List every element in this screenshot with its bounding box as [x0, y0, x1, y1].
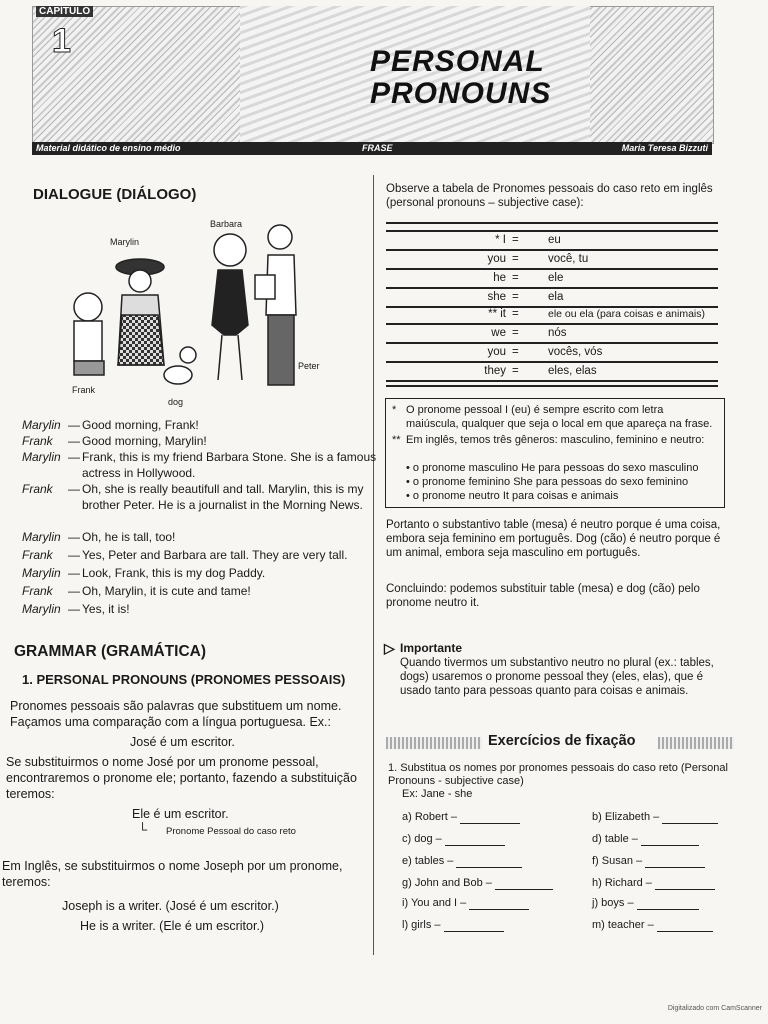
bullet-text: o pronome masculino He para pessoas do sexo masculino — [412, 462, 699, 474]
title-line-2: PRONOUNS — [370, 77, 552, 110]
exercise-instruction: 1. Substitua os nomes por pronomes pessoais do caso reto (Personal Pronouns - subjective case) — [388, 762, 728, 787]
grammar-paragraph-1: Pronomes pessoais são palavras que substituem um nome. Façamos uma comparação com a língua portuguesa. Ex.: — [10, 699, 342, 729]
speaker: Frank — [22, 584, 53, 598]
line-text: Good morning, Marylin! — [82, 434, 207, 448]
answer-blank[interactable] — [444, 921, 504, 932]
note-1: O pronome pessoal I (eu) é sempre escrito com letra maiúscula, qualquer que seja o local em que apareça na frase. — [406, 404, 713, 430]
grammar-subheading: 1. PERSONAL PRONOUNS (PRONOMES PESSOAIS) — [22, 672, 346, 687]
equals-sign: = — [512, 365, 519, 377]
exercise-label: f) Susan – — [592, 855, 643, 867]
table-rule — [386, 385, 718, 387]
line-text: Yes, Peter and Barbara are tall. They are very tall. — [82, 548, 348, 562]
exercise-label: c) dog – — [402, 833, 442, 845]
exercise-label: j) boys – — [592, 897, 634, 909]
label-marylin: Marylin — [110, 237, 140, 247]
conclusion-paragraph: Concluindo: podemos substituir table (mesa) e dog (cão) pelo pronome neutro it. — [386, 583, 700, 609]
strip-center-text: FRASE — [362, 143, 393, 153]
exercises-heading: Exercícios de fixação — [488, 733, 636, 749]
equals-sign: = — [512, 327, 519, 339]
chapter-number: 1 — [52, 22, 71, 60]
exercise-label: g) John and Bob – — [402, 877, 492, 889]
pronoun-en: we — [491, 327, 506, 339]
dialogue-illustration — [60, 215, 330, 415]
grammar-example-2-note: Pronome Pessoal do caso reto — [166, 826, 296, 837]
page-title — [370, 46, 551, 110]
pronoun-en: he — [493, 272, 506, 284]
grammar-heading: GRAMMAR (GRAMÁTICA) — [14, 643, 206, 660]
pronoun-en: you — [487, 253, 506, 265]
exercise-example: Ex: Jane - she — [402, 788, 473, 800]
double-asterisk-icon: ** — [392, 434, 401, 446]
arrow-icon: └ — [138, 822, 148, 837]
pronoun-pt: você, tu — [548, 253, 589, 265]
grammar-example-2: Ele é um escritor. — [132, 807, 229, 821]
pronoun-en: you — [487, 346, 506, 358]
answer-blank[interactable] — [641, 835, 699, 846]
table-row — [386, 250, 718, 268]
table-row — [386, 343, 718, 361]
strip-right-text: Maria Teresa Bizzuti — [621, 143, 708, 153]
answer-blank[interactable] — [495, 879, 553, 890]
exercise-item — [592, 810, 718, 824]
title-line-1: PERSONAL — [370, 45, 545, 78]
pronoun-pt: ele — [548, 272, 564, 284]
exercise-item — [592, 854, 705, 868]
grammar-example-1: José é um escritor. — [130, 735, 235, 749]
table-rule — [386, 222, 718, 224]
exercise-item — [592, 832, 699, 846]
exercise-item — [402, 810, 520, 824]
answer-blank[interactable] — [645, 857, 705, 868]
cartoon-characters-image — [60, 215, 330, 415]
exercise-label: m) teacher – — [592, 919, 654, 931]
answer-blank[interactable] — [655, 879, 715, 890]
pronoun-pt: ela — [548, 291, 564, 303]
pronoun-pt: eles, elas — [548, 365, 597, 377]
play-icon: ▷ — [384, 640, 395, 656]
important-text: Quando tivermos um substantivo neutro no plural (ex.: tables, dogs) usaremos o pronome pessoal they (eles, elas), que é usado tanto para pessoas quanto para coisas e animais. — [400, 657, 714, 697]
table-row — [386, 362, 718, 380]
pronoun-en: * I — [495, 234, 506, 246]
exercise-label: i) You and I – — [402, 897, 467, 909]
grammar-paragraph-2: Se substituirmos o nome José por um pronome pessoal, encontraremos o pronome ele; portanto, fazendo a substituição teremos: — [6, 755, 357, 801]
header-strip — [32, 142, 712, 155]
speaker: Frank — [22, 434, 53, 448]
table-row — [386, 269, 718, 287]
exercise-label: d) table – — [592, 833, 638, 845]
line-text: Oh, she is really beautifull and tall. Marylin, this is my brother Peter. He is a journalist in the Morning News. — [82, 482, 364, 512]
label-dog: dog — [168, 397, 184, 407]
pronoun-en: she — [487, 291, 506, 303]
answer-blank[interactable] — [657, 921, 713, 932]
equals-sign: = — [512, 234, 519, 246]
label-peter: Peter — [298, 361, 320, 371]
pronoun-pt: nós — [548, 327, 567, 339]
line-text: Oh, he is tall, too! — [82, 530, 176, 544]
bullet-text: o pronome neutro It para coisas e animais — [412, 490, 619, 502]
exercise-label: b) Elizabeth – — [592, 811, 660, 823]
exercise-label: e) tables – — [402, 855, 454, 867]
line-text: Good morning, Frank! — [82, 418, 199, 432]
pronoun-en: they — [484, 365, 506, 377]
grammar-example-3: Joseph is a writer. (José é um escritor.) — [62, 899, 279, 913]
exercise-item — [402, 918, 504, 932]
strip-left-text: Material didático de ensino médio — [36, 143, 181, 153]
pronoun-pt: vocês, vós — [548, 346, 603, 358]
bullet-text: o pronome feminino She para pessoas do sexo feminino — [412, 476, 689, 488]
speaker: Marylin — [22, 602, 61, 616]
equals-sign: = — [512, 272, 519, 284]
answer-blank[interactable] — [637, 899, 699, 910]
table-row — [386, 288, 718, 306]
exercise-item — [592, 896, 699, 910]
table-row — [386, 324, 718, 342]
speaker: Marylin — [22, 566, 61, 580]
exercise-decor-right — [658, 737, 734, 749]
dialogue-heading: DIALOGUE (DIÁLOGO) — [33, 186, 197, 203]
bullet-item: • o pronome neutro It para coisas e animais — [406, 490, 619, 502]
exercise-decor-left — [386, 737, 482, 749]
answer-blank[interactable] — [456, 857, 522, 868]
table-row — [386, 231, 718, 249]
line-text: Oh, Marylin, it is cute and tame! — [82, 584, 251, 598]
chapter-label: CAPÍTULO — [36, 6, 93, 17]
exercise-item — [402, 896, 529, 910]
exercise-label: a) Robert – — [402, 811, 458, 823]
note-bullets — [406, 461, 722, 503]
exercise-item — [592, 918, 713, 932]
equals-sign: = — [512, 291, 519, 303]
column-divider — [373, 175, 374, 955]
equals-sign: = — [512, 308, 519, 320]
exercise-label: l) girls – — [402, 919, 441, 931]
line-text: Look, Frank, this is my dog Paddy. — [82, 566, 266, 580]
equals-sign: = — [512, 346, 519, 358]
exercise-item — [402, 854, 522, 868]
pronoun-pt: ele ou ela (para coisas e animais) — [548, 308, 705, 320]
exercise-label: h) Richard – — [592, 877, 652, 889]
exercise-item — [402, 876, 553, 890]
equals-sign: = — [512, 253, 519, 265]
line-text: Yes, it is! — [82, 602, 130, 616]
label-barbara: Barbara — [210, 219, 243, 229]
grammar-paragraph-3: Em Inglês, se substituirmos o nome Joseph por um pronome, teremos: — [2, 859, 343, 889]
note-2: Em inglês, temos três gêneros: masculino, feminino e neutro: — [406, 434, 705, 446]
line-text: Frank, this is my friend Barbara Stone. She is a famous actress in Hollywood. — [82, 450, 377, 480]
bullet-item: • o pronome feminino She para pessoas do sexo feminino — [406, 476, 689, 488]
answer-blank[interactable] — [469, 899, 529, 910]
scanner-watermark: Digitalizado com CamScanner — [667, 1005, 762, 1012]
exercise-item — [402, 832, 505, 846]
speaker: Marylin — [22, 450, 61, 464]
exercise-item — [592, 876, 715, 890]
answer-blank[interactable] — [460, 813, 520, 824]
asterisk-icon: * — [392, 404, 397, 416]
answer-blank[interactable] — [445, 835, 505, 846]
table-paragraph: Portanto o substantivo table (mesa) é neutro porque é uma coisa, embora seja feminino em português. Dog (cão) é neutro porque é um animal, embora seja masculino em português. — [386, 519, 721, 559]
label-frank: Frank — [72, 385, 96, 395]
grammar-example-4: He is a writer. (Ele é um escritor.) — [80, 919, 265, 933]
bullet-item: • o pronome masculino He para pessoas do sexo masculino — [406, 462, 699, 474]
table-row — [386, 305, 718, 323]
pronoun-pt: eu — [548, 234, 561, 246]
notes-box — [385, 398, 725, 508]
table-intro: Observe a tabela de Pronomes pessoais do caso reto em inglês (personal pronouns – subjective case): — [386, 183, 713, 209]
speaker: Frank — [22, 548, 53, 562]
answer-blank[interactable] — [662, 813, 718, 824]
speaker: Marylin — [22, 418, 61, 432]
important-title: Importante — [400, 641, 463, 655]
table-rule — [386, 380, 718, 382]
speaker: Marylin — [22, 530, 61, 544]
speaker: Frank — [22, 482, 53, 496]
pronoun-en: ** it — [488, 308, 506, 320]
